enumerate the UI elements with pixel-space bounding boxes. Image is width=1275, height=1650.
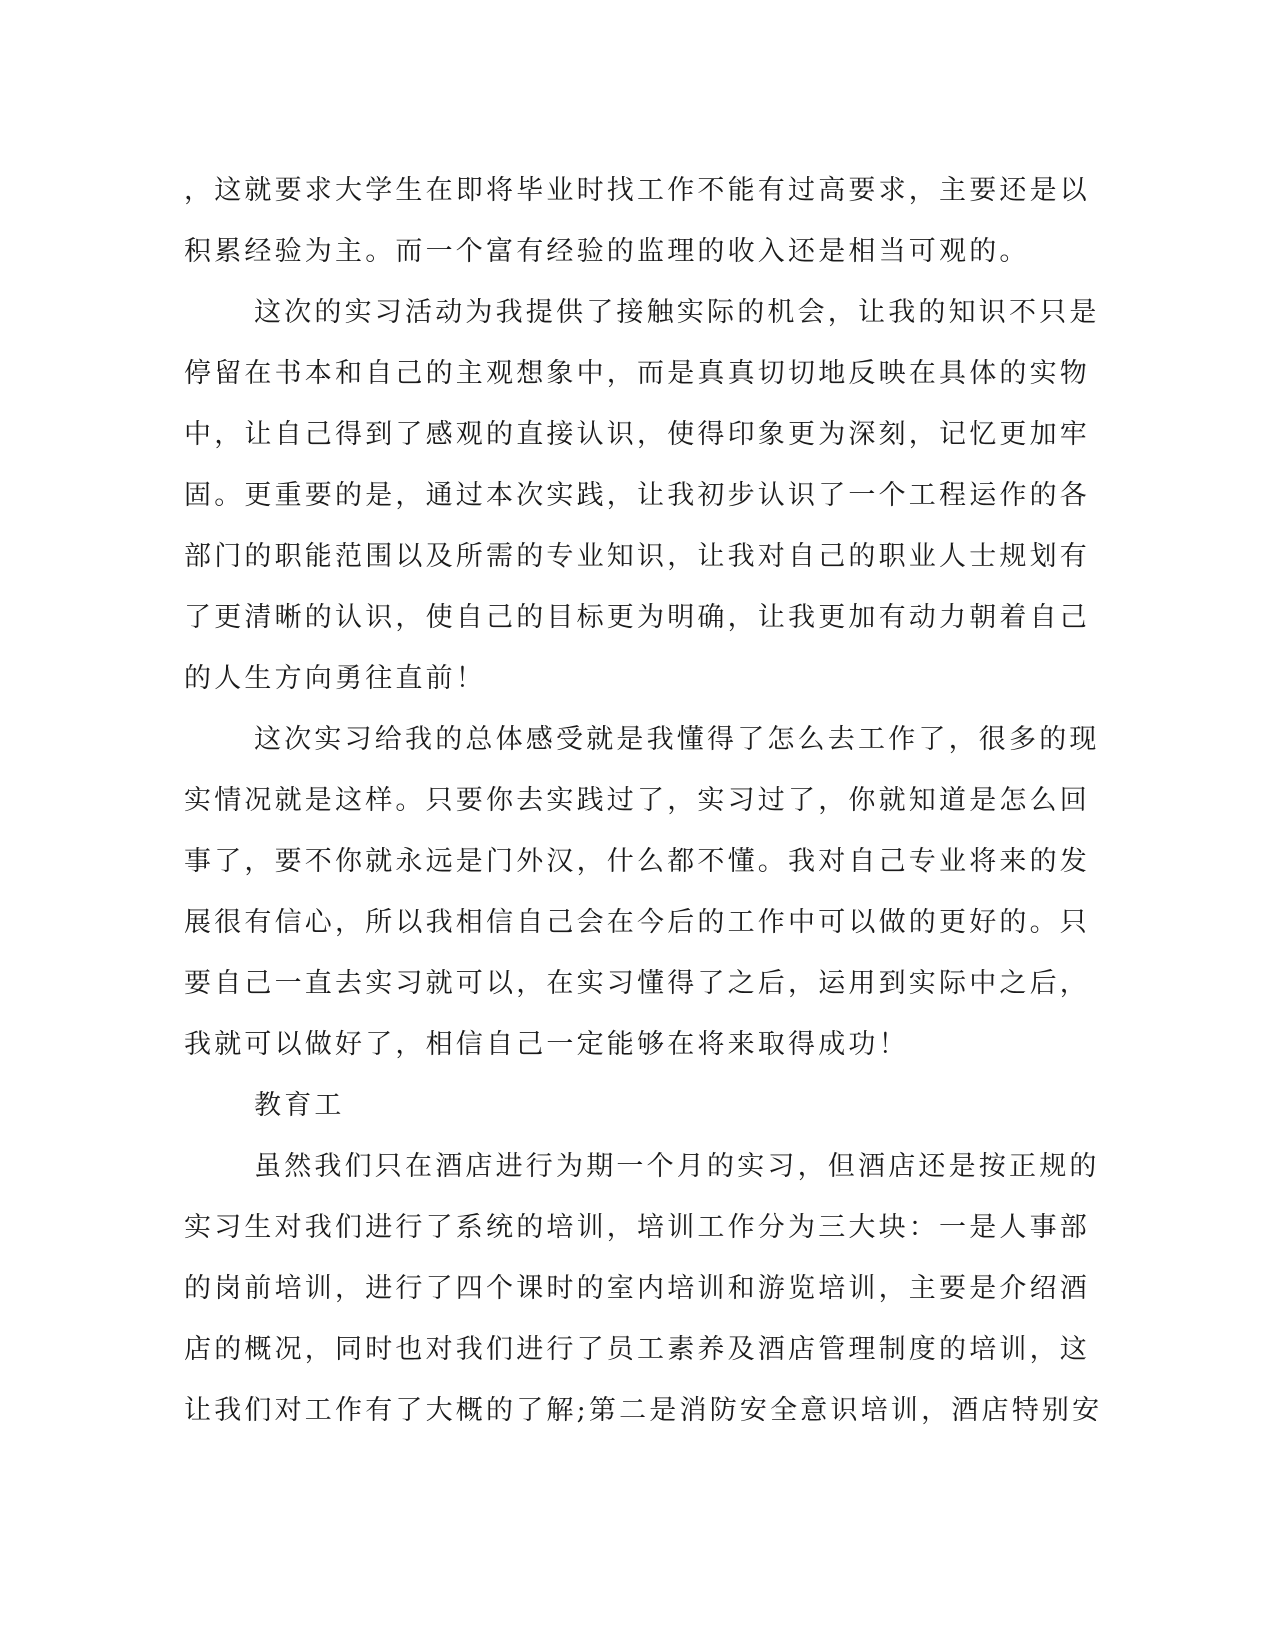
text-line: 实习生对我们进行了系统的培训，培训工作分为三大块：一是人事部 <box>184 1212 1090 1243</box>
text-line: 中，让自己得到了感观的直接认识，使得印象更为深刻，记忆更加牢 <box>184 419 1090 450</box>
text-line: 了更清晰的认识，使自己的目标更为明确，让我更加有动力朝着自己 <box>184 602 1090 633</box>
text-line: 我就可以做好了，相信自己一定能够在将来取得成功！ <box>184 1029 909 1060</box>
text-line: 店的概况，同时也对我们进行了员工素养及酒店管理制度的培训，这 <box>184 1334 1090 1365</box>
text-line: 事了，要不你就永远是门外汉，什么都不懂。我对自己专业将来的发 <box>184 846 1090 877</box>
text-line: 要自己一直去实习就可以，在实习懂得了之后，运用到实际中之后， <box>184 968 1090 999</box>
text-line: 实情况就是这样。只要你去实践过了，实习过了，你就知道是怎么回 <box>184 785 1090 816</box>
section-heading: 教育工 <box>254 1090 345 1121</box>
text-line: 部门的职能范围以及所需的专业知识，让我对自己的职业人士规划有 <box>184 541 1090 572</box>
text-line: 固。更重要的是，通过本次实践，让我初步认识了一个工程运作的各 <box>184 480 1090 511</box>
text-line: 积累经验为主。而一个富有经验的监理的收入还是相当可观的。 <box>184 236 1030 267</box>
text-line: 让我们对工作有了大概的了解;第二是消防安全意识培训，酒店特别安 <box>184 1395 1103 1426</box>
paragraph-start-line: 虽然我们只在酒店进行为期一个月的实习，但酒店还是按正规的 <box>254 1151 1100 1182</box>
text-line: 展很有信心，所以我相信自己会在今后的工作中可以做的更好的。只 <box>184 907 1090 938</box>
text-line: 的人生方向勇往直前！ <box>184 663 486 694</box>
document-body <box>184 160 1103 1441</box>
paragraph-start-line: 这次实习给我的总体感受就是我懂得了怎么去工作了，很多的现 <box>254 724 1100 755</box>
paragraph-start-line: 这次的实习活动为我提供了接触实际的机会，让我的知识不只是 <box>254 297 1100 328</box>
text-line: ，这就要求大学生在即将毕业时找工作不能有过高要求，主要还是以 <box>184 175 1090 206</box>
text-line: 的岗前培训，进行了四个课时的室内培训和游览培训，主要是介绍酒 <box>184 1273 1090 1304</box>
text-line: 停留在书本和自己的主观想象中，而是真真切切地反映在具体的实物 <box>184 358 1090 389</box>
